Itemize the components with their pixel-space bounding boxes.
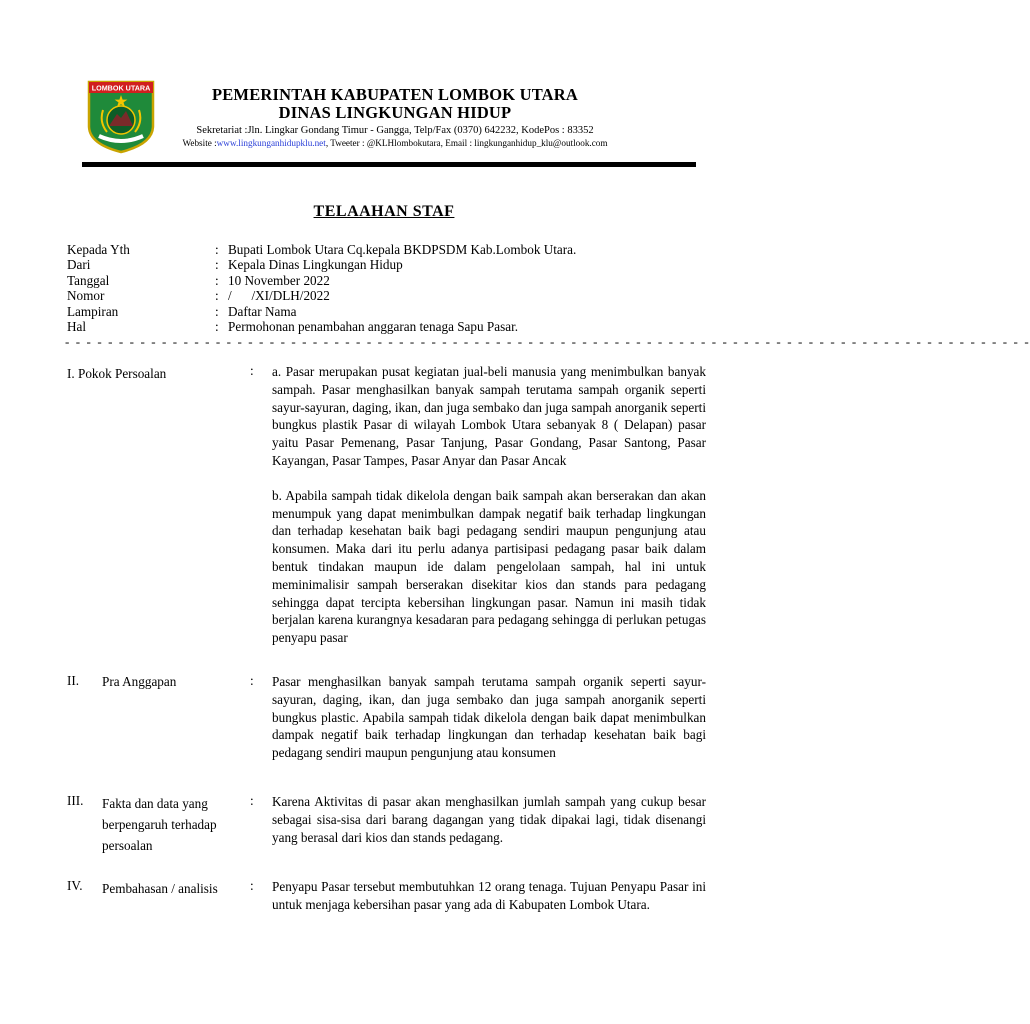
header-value: Daftar Nama [228, 303, 297, 319]
section-paragraph: Penyapu Pasar tersebut membutuhkan 12 orang tenaga. Tujuan Penyapu Pasar ini untuk menjaga kebersihan pasar yang ada di Kabupaten Lombok Utara. [272, 879, 706, 912]
memo-header [67, 242, 707, 334]
section-body [272, 363, 706, 647]
header-colon: : [215, 318, 219, 334]
header-label: Kepada Yth [67, 242, 130, 257]
svg-text:LOMBOK UTARA: LOMBOK UTARA [91, 83, 151, 93]
header-row-attachment [67, 304, 707, 319]
header-colon: : [215, 272, 219, 288]
letterhead-government-name: PEMERINTAH KABUPATEN LOMBOK UTARA [211, 85, 579, 104]
section-colon: : [250, 363, 254, 378]
letterhead-divider [82, 162, 696, 167]
header-value: Permohonan penambahan anggaran tenaga Sapu Pasar. [228, 318, 519, 334]
header-colon: : [215, 242, 219, 257]
section-colon: : [250, 793, 254, 808]
section-paragraph: Karena Aktivitas di pasar akan menghasilkan jumlah sampah yang cukup besar sebagai sisa-sisa dari barang dagangan yang tidak dipakai lagi, tidak disenangi yang berasal dari kios dan stands pedagang. [272, 794, 706, 845]
header-label: Lampiran [67, 303, 119, 319]
section-label: Fakta dan data yang berpengaruh terhadap persoalan [102, 796, 217, 853]
header-colon: : [215, 288, 219, 304]
header-value: Kepala Dinas Lingkungan Hidup [228, 257, 403, 273]
section-label: Pra Anggapan [102, 674, 177, 689]
section-number: II. [67, 673, 80, 688]
header-colon: : [215, 257, 219, 273]
header-row-number [67, 288, 707, 303]
section-number: IV. [67, 878, 83, 893]
header-row-sender [67, 257, 707, 272]
header-row-subject [67, 319, 707, 334]
contact-details: , Tweeter : @KLHlombokutara, Email : lingkunganhidup_klu@outlook.com [325, 138, 608, 148]
document-title: TELAAHAN STAF [313, 203, 455, 220]
header-label: Hal [67, 318, 87, 334]
section-body [272, 878, 706, 914]
header-row-date [67, 273, 707, 288]
section-number: III. [67, 793, 84, 808]
website-link[interactable]: www.lingkunganhidupklu.net [216, 138, 326, 148]
letterhead-contact [160, 137, 630, 149]
section-paragraph: a. Pasar merupakan pusat kegiatan jual-beli manusia yang menimbulkan banyak sampah. Pasar menghasilkan banyak sampah terutama sampah organik seperti sayur-sayuran, daging, ikan, dan juga sembako dan juga sampah anorganik seperti bungkus plastik Pasar di wilayah Lombok Utara sebanyak 8 ( Delapan) pasar yaitu Pasar Pemenang, Pasar Tanjung, Pasar Gondang, Pasar Santong, Pasar Kayangan, Pasar Tampes, Pasar Anyar dan Pasar Ancak [272, 364, 706, 468]
letterhead [160, 86, 630, 149]
header-label: Nomor [67, 288, 105, 304]
letterhead-agency-name: DINAS LINGKUNGAN HIDUP [278, 103, 512, 122]
header-colon: : [215, 303, 219, 319]
section-body [272, 673, 706, 762]
header-label: Dari [67, 257, 91, 273]
section-paragraph: Pasar menghasilkan banyak sampah terutama sampah organik seperti sayur-sayuran, daging, ikan, dan juga sembako dan juga sampah anorganik seperti bungkus plastic. Apabila sampah tidak dikelola dengan baik dapat menimbulkan dampak negatif baik terhadap lingkungan dan terhadap kesehatan baik bagi pedagang sendiri maupun pengunjung atau konsumen [272, 674, 706, 761]
header-row-recipient [67, 242, 707, 257]
header-label: Tanggal [67, 272, 110, 288]
section-colon: : [250, 673, 254, 688]
letterhead-address: Sekretariat :Jln. Lingkar Gondang Timur - Gangga, Telp/Fax (0370) 642232, KodePos : 83352 [196, 125, 594, 136]
lombok-utara-emblem-icon [85, 80, 157, 154]
website-prefix: Website : [182, 138, 217, 148]
header-value: Bupati Lombok Utara Cq.kepala BKDPSDM Kab.Lombok Utara. [228, 242, 577, 257]
header-value: 10 November 2022 [228, 272, 330, 288]
section-label: Pembahasan / analisis [102, 881, 218, 896]
section-label: I. Pokok Persoalan [67, 366, 167, 381]
header-value: / /XI/DLH/2022 [228, 288, 330, 304]
section-paragraph: b. Apabila sampah tidak dikelola dengan baik sampah akan berserakan dan akan menumpuk yang dapat menimbulkan dampak negatif baik terhadap lingkungan dan terhadap kesehatan baik bagi pedagang sendiri maupun pengunjung atau konsumen. Maka dari itu perlu adanya partisipasi pedagang pasar baik dalam bentuk tindakan maupun ide dalam pengelolaan sampah, hal ini untuk meminimalisir sampah berserakan disekitar kios dan stands para pedagang sehingga dapat tercipta kebersihan lingkungan pasar. Namun ini masih tidak berjalan karena kurangnya kesadaran para pedagang sehingga di perlukan petugas penyapu pasar [272, 487, 706, 646]
dashed-separator: - - - - - - - - - - - - - - - - - - - - - - - - - - - - - - - - - - - - - - - - - - - - - - - - - - - - - - - - - - - - - - - - - - - - - - - - - - - - - - - - - - - - - - - - - - [65, 334, 1030, 349]
section-colon: : [250, 878, 254, 893]
section-body [272, 793, 706, 846]
